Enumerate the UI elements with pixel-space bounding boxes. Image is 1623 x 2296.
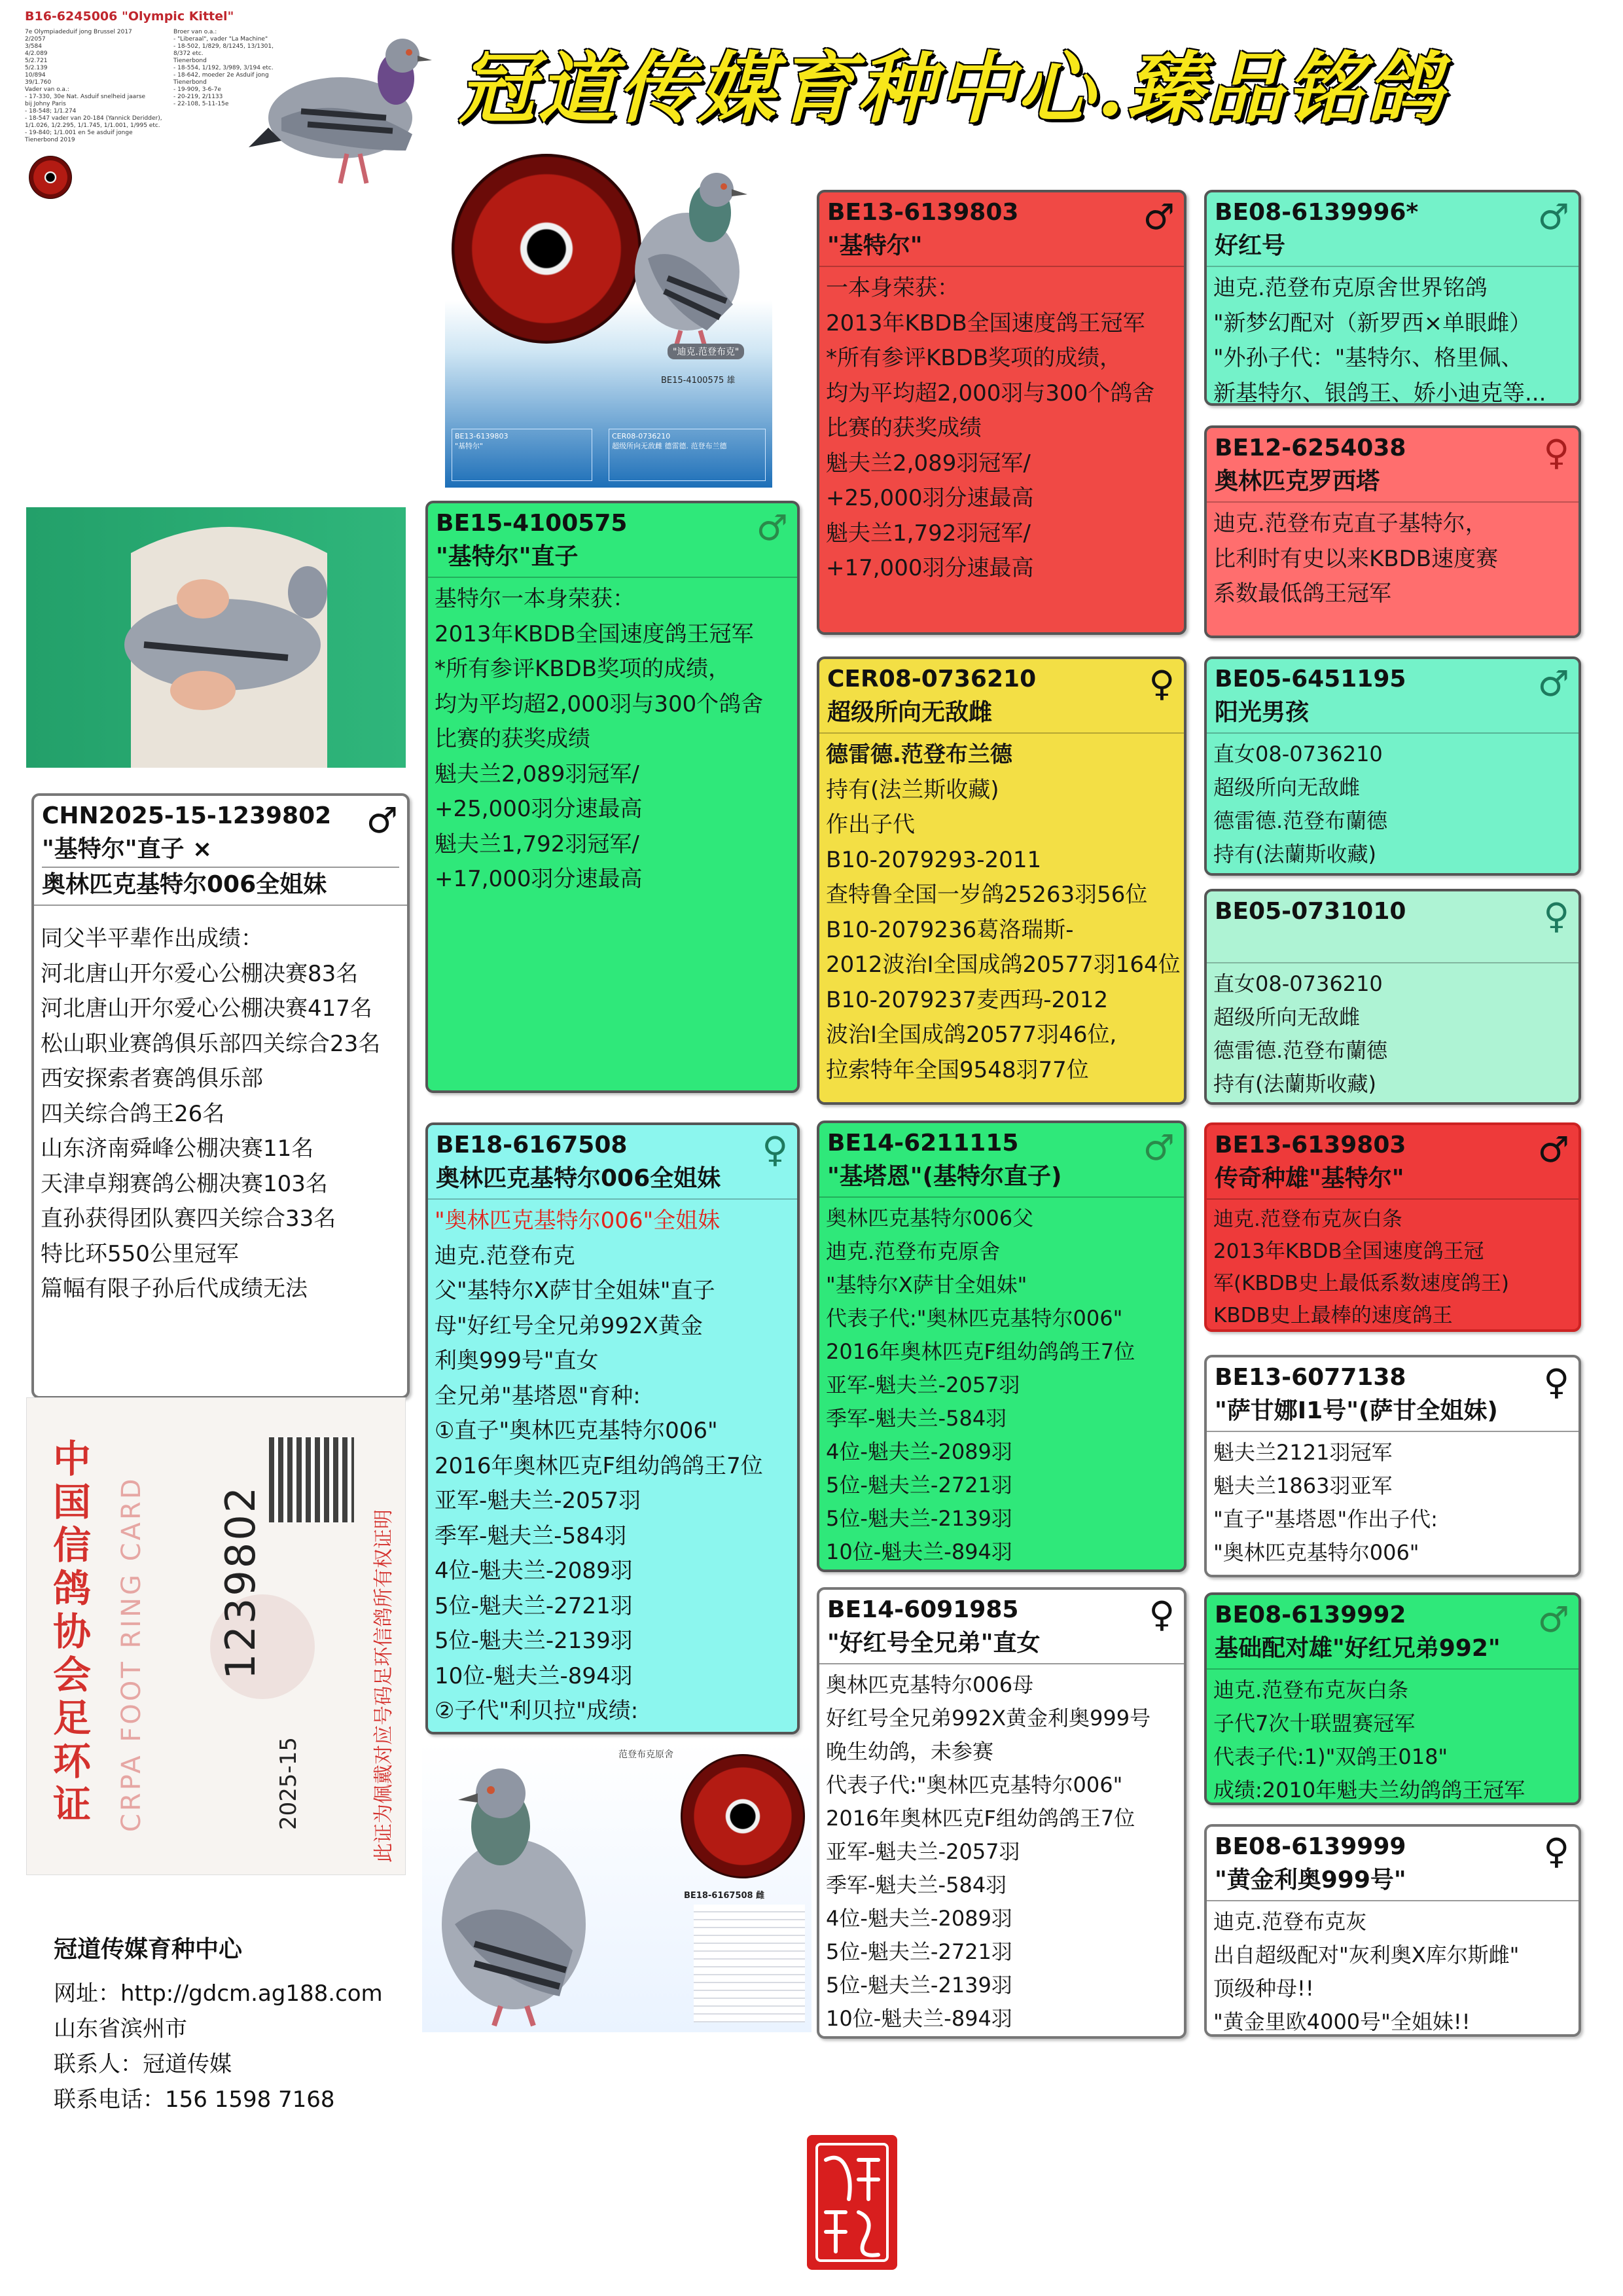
contact-line: 联系人：冠道传媒 [54, 2051, 232, 2077]
ring-card-footer: 此证为佩戴对应号码足环信鸽所有权证明 [372, 1509, 395, 1863]
card-line: 2013年KBDB全国速度鸽王冠军 [826, 310, 1145, 336]
card-line: 5位-魁夫兰-2139羽 [826, 1973, 1012, 1998]
pedigree-brother-line: Tienerbond [173, 79, 207, 86]
pigeon-name: 好红号 [1215, 232, 1286, 259]
card-header [34, 796, 407, 906]
card-line: 军(KBDB史上最低系数速度鸽王) [1213, 1272, 1509, 1295]
ring-code: BE12-6254038 [1215, 435, 1406, 461]
ring-code: BE15-4100575 [436, 510, 628, 537]
card-body [1207, 1901, 1578, 2037]
be18-ad-ring: BE18-6167508 雌 [684, 1891, 765, 1901]
pedigree-brother-line: - 20-219, 2/1133 [173, 94, 223, 100]
card-body [34, 906, 407, 1311]
card-header [428, 1125, 797, 1200]
card-line: 亚军-魁夫兰-2057羽 [435, 1488, 641, 1514]
card-line: 持有(法兰斯收藏) [826, 776, 999, 803]
card-line: +17,000羽分速最高 [826, 555, 1034, 581]
card-header [819, 1123, 1184, 1198]
card-line: 四关综合鸽王26名 [41, 1100, 225, 1127]
card-be08-6139999 [1204, 1824, 1581, 2037]
card-line: 均为平均超2,000羽与300个鸽舍 [826, 380, 1155, 406]
pigeon-name: "黄金利奥999号" [1215, 1867, 1406, 1893]
card-be12-6254038 [1204, 425, 1581, 638]
pigeon-name-line2: 奥林匹克基特尔006全姐妹 [42, 867, 399, 902]
card-line: 波治I全国成鸽20577羽46位, [826, 1022, 1117, 1048]
card-line: 系数最低鸽王冠军 [1213, 581, 1391, 607]
card-line: 父"基特尔X萨甘全姐妹"直子 [435, 1278, 715, 1304]
card-line: 魁夫兰2,089羽冠军/ [826, 450, 1031, 476]
card-line: B10-2079236葛洛瑞斯- [826, 916, 1074, 943]
pigeon-name: "基特尔" [827, 232, 923, 259]
card-line: 篇幅有限子孙后代成绩无法 [41, 1276, 308, 1302]
card-header [428, 503, 797, 578]
card-header [1207, 891, 1578, 963]
card-line: B10-2079293-2011 [826, 846, 1042, 873]
ring-code: BE13-6139803 [827, 199, 1019, 226]
ring-card-title: 中国信鸽协会足环证 [53, 1437, 92, 1827]
card-line: 魁夫兰1863羽亚军 [1213, 1473, 1393, 1498]
female-icon: ♀ [1149, 663, 1175, 704]
kittel-ad-image [445, 147, 772, 488]
card-line: 作出子代 [826, 812, 915, 838]
card-body [819, 267, 1184, 590]
female-icon: ♀ [1543, 1831, 1569, 1872]
card-body [1207, 1432, 1578, 1573]
pigeon-name: 基础配对雄"好红兄弟992" [1215, 1635, 1501, 1662]
card-line: 季军-魁夫兰-584羽 [435, 1522, 627, 1549]
card-header [1207, 1827, 1578, 1901]
pigeon-name: 奥林匹克基特尔006全姐妹 [436, 1165, 721, 1192]
pigeon-name: "好红号全兄弟"直女 [827, 1630, 1041, 1657]
card-line: 晚生幼鸽，未参赛 [826, 1739, 994, 1764]
ring-code: BE05-6451195 [1215, 666, 1406, 692]
card-line: 超级所向无敌雌 [1213, 1005, 1361, 1030]
card-line: 全兄弟"基塔恩"育种: [435, 1382, 641, 1409]
pedigree-brother-line: - "Liberaal", vader "La Machine" [173, 36, 268, 43]
card-line: 2016年奥林匹克F组幼鸽鸽王7位 [826, 1806, 1135, 1831]
female-icon: ♀ [1543, 432, 1569, 473]
card-line: 4位-魁夫兰-2089羽 [435, 1558, 633, 1584]
card-line: "直子"基塔恩"作出子代: [1213, 1507, 1438, 1532]
card-body-lines [435, 1239, 791, 1729]
card-line: 10位-魁夫兰-894羽 [826, 1539, 1012, 1564]
pedigree-brother-line: - 19-909, 3-6-7e [173, 86, 221, 93]
card-line: 亚军-魁夫兰-2057羽 [826, 1839, 1020, 1864]
card-line: 持有(法蘭斯收藏) [1213, 842, 1376, 867]
card-line: B10-2079237麦西玛-2012 [826, 986, 1109, 1013]
card-line: 西安探索者赛鸽俱乐部 [41, 1066, 263, 1092]
card-body [1207, 267, 1578, 406]
kittel-ad-ring: BE15-4100575 雄 [661, 376, 736, 386]
pedigree-line: bij Johny Paris [25, 101, 66, 107]
card-line: 迪克.范登布克灰白条 [1213, 1208, 1402, 1231]
pedigree-brother-line: - 18-642, moeder 2e Asduif jong [173, 72, 269, 79]
card-be14-6091985 [817, 1587, 1186, 2039]
pedigree-line: Tienerbond 2019 [25, 137, 75, 143]
handler-figure [92, 507, 366, 768]
card-line: 比赛的获奖成绩 [826, 415, 982, 441]
card-line: 2016年奥林匹克F组幼鸽鸽王7位 [435, 1452, 763, 1479]
card-line: 一本身荣获： [826, 275, 959, 301]
pedigree-line: - 18-547 vader van 20-184 (Yannick Deridder), [25, 115, 162, 122]
card-line: 魁夫兰1,792羽冠军/ [435, 831, 639, 857]
female-icon: ♀ [1543, 1361, 1569, 1403]
card-line: 亚军-魁夫兰-2057羽 [826, 1372, 1020, 1397]
card-line: 松山职业赛鸽俱乐部四关综合23名 [41, 1030, 381, 1057]
card-be08-6139996 [1204, 190, 1581, 406]
pedigree-brother-line: - 18-554, 1/192, 3/989, 3/194 etc. [173, 65, 274, 71]
card-line: 2013年KBDB全国速度鸽王冠 [1213, 1240, 1484, 1263]
ring-code: BE14-6091985 [827, 1596, 1019, 1623]
card-line: ①直子"奥林匹克基特尔006" [435, 1418, 718, 1444]
card-line: 直女08-0736210 [1213, 742, 1383, 766]
card-body [819, 734, 1184, 1092]
male-icon: ♂ [1143, 1127, 1175, 1168]
card-line: 出自超级配对"灰利奥X库尔斯雌" [1213, 1943, 1520, 1967]
card-header [1207, 428, 1578, 503]
pedigree-eye-photo [29, 156, 72, 199]
ring-code: CER08-0736210 [827, 666, 1037, 692]
card-body [1207, 963, 1578, 1105]
card-header [819, 1590, 1184, 1664]
be18-ad-image [422, 1741, 812, 2032]
card-line: 迪克.范登布克灰 [1213, 1909, 1367, 1934]
seal-glyphs [813, 2140, 891, 2265]
card-line: 比利时有史以来KBDB速度赛 [1213, 545, 1499, 572]
card-body [1207, 1670, 1578, 1805]
ring-code: BE14-6211115 [827, 1130, 1019, 1157]
pedigree-line: - 19-840; 1/1.001 en 5e asduif jonge [25, 130, 133, 136]
ring-code: CHN2025-15-1239802 [42, 802, 332, 829]
card-line: 天津卓翔赛鸽公棚决赛103名 [41, 1170, 328, 1197]
male-icon: ♂ [366, 800, 398, 841]
card-body [428, 578, 797, 901]
ring-code: BE08-6139996* [1215, 199, 1419, 226]
pigeon-name: 奥林匹克罗西塔 [1215, 468, 1380, 495]
card-line: 2013年KBDB全国速度鸽王冠军 [435, 620, 754, 647]
male-icon: ♂ [756, 507, 788, 548]
contact-block [54, 1931, 420, 2117]
card-line: 10位-魁夫兰-894羽 [435, 1662, 633, 1689]
card-line: 均为平均超2,000羽与300个鸽舍 [435, 691, 764, 717]
card-line: 利奥999号"直女 [435, 1348, 599, 1374]
card-line: "外孙子代："基特尔、格里佩、 [1213, 345, 1524, 371]
card-body-lines [826, 773, 1181, 1088]
card-line: 2012波治I全国成鸽20577羽164位 [826, 952, 1181, 978]
card-header [1207, 1595, 1578, 1670]
card-line: KBDB史上最棒的速度鸽王 [1213, 1304, 1453, 1327]
kittel-ad-left-code: BE13-6139803 [455, 432, 508, 440]
card-line: 迪克.范登布克原舍 [826, 1239, 1001, 1264]
contact-line: 山东省滨州市 [54, 2016, 187, 2042]
contact-title: 冠道传媒育种中心 [54, 1936, 243, 1963]
card-line: 4位-魁夫兰-2089羽 [826, 1439, 1012, 1464]
contact-line: 联系电话：156 1598 7168 [54, 2087, 335, 2113]
qr-code [269, 1437, 354, 1522]
ring-card-subtitle: CRPA FOOT RING CARD [116, 1476, 147, 1832]
card-line: 超级所向无敌雌 [1213, 775, 1361, 800]
pedigree-line: 39/1.760 [25, 79, 52, 86]
pigeon-name: 超级所向无敌雌 [827, 699, 993, 726]
card-line: 山东济南舜峰公棚决赛11名 [41, 1136, 314, 1162]
card-line: 迪克.范登布克原舍世界铭鸽 [1213, 275, 1488, 301]
contact-lines [54, 1976, 420, 2117]
card-line: 直女08-0736210 [1213, 971, 1383, 996]
card-line: "基特尔X萨甘全姐妹" [826, 1272, 1027, 1297]
ring-code: BE08-6139992 [1215, 1602, 1406, 1628]
card-be13-6139803-legend [1204, 1122, 1581, 1332]
card-header [819, 659, 1184, 734]
contact-line: 网址：http://gdcm.ag188.com [54, 1981, 383, 2007]
ring-number: 1239802 [217, 1484, 264, 1679]
card-line: 德雷德.范登布蘭德 [1213, 808, 1388, 833]
card-be18-6167508 [425, 1122, 800, 1734]
pigeon-name: "基特尔"直子 × [42, 836, 213, 863]
card-line: 顶级种母!! [1213, 1976, 1314, 2001]
pedigree-brother-line: Tienerbond [173, 58, 207, 64]
card-line: 新基特尔、银鸽王、娇小迪克等... [1213, 380, 1546, 406]
card-header [1207, 659, 1578, 734]
card-line: 直孙获得团队赛四关综合33名 [41, 1206, 336, 1232]
male-icon: ♂ [1537, 663, 1569, 704]
card-be13-6077138 [1204, 1355, 1581, 1577]
card-line: "黄金里欧4000号"全姐妹!! [1213, 2009, 1471, 2034]
card-line: 查特鲁全国一岁鸽25263羽56位 [826, 882, 1148, 908]
pigeon-name: "基塔恩"(基特尔直子) [827, 1163, 1062, 1190]
card-line: 迪克.范登布克直子基特尔， [1213, 511, 1488, 537]
male-icon: ♂ [1537, 1129, 1569, 1170]
ring-code: BE13-6077138 [1215, 1364, 1406, 1391]
card-line: 德雷德.范登布蘭德 [1213, 1038, 1388, 1063]
ring-prefix: 2025-15 [276, 1736, 302, 1830]
card-line: 好红号全兄弟992X黄金利奥999号 [826, 1706, 1151, 1731]
card-line: 同父半平辈作出成绩： [41, 925, 263, 952]
female-icon: ♀ [1149, 1594, 1175, 1635]
card-line: 特比环550公里冠军 [41, 1240, 239, 1267]
pedigree-line: 7e Olympiadeduif jong Brussel 2017 [25, 29, 132, 35]
card-line: 河北唐山开尔爱心公棚决赛417名 [41, 996, 372, 1022]
be18-pigeon-photo [429, 1754, 599, 2029]
card-body [1207, 1200, 1578, 1332]
breeder-name: 德雷德.范登布兰德 [826, 742, 1012, 768]
card-line: +17,000羽分速最高 [435, 866, 643, 892]
pigeon-name: 阳光男孩 [1215, 699, 1310, 726]
be18-ad-header: 范登布克原舍 [618, 1749, 673, 1760]
card-chn2025-15-1239802 [31, 793, 410, 1399]
highlight-line: "奥林匹克基特尔006"全姐妹 [435, 1208, 721, 1234]
pedigree-line: Vader van o.a.: [25, 86, 69, 93]
kittel-ad-tag: "迪克.范登布克" [668, 344, 744, 359]
pigeon-name: 传奇种雄"基特尔" [1215, 1165, 1404, 1192]
card-line: 奥林匹克基特尔006父 [826, 1206, 1034, 1230]
female-icon: ♀ [1543, 895, 1569, 937]
card-line: 拉索特年全国9548羽77位 [826, 1056, 1089, 1083]
card-be13-6139803 [817, 190, 1186, 635]
card-line: 迪克.范登布克 [435, 1242, 575, 1269]
pedigree-line: - 17-330, 30e Nat. Asduif snelheid jaarse [25, 94, 146, 100]
pedigree-brother-line: 8/372 etc. [173, 50, 204, 57]
card-line: 魁夫兰2,089羽冠军/ [435, 761, 639, 787]
pedigree-line: 3/584 [25, 43, 42, 50]
kittel-ad-right-box [609, 429, 766, 481]
card-body [819, 1664, 1184, 2039]
be18-ad-text-block [694, 1905, 805, 2022]
handler-photo [26, 507, 406, 768]
pigeon-name: "基特尔"直子 [436, 543, 579, 570]
card-header [819, 192, 1184, 267]
pigeon-name: "萨甘娜I1号"(萨甘全姐妹) [1215, 1397, 1498, 1424]
card-line: +25,000羽分速最高 [435, 796, 643, 822]
female-icon: ♀ [762, 1129, 788, 1170]
card-line: *所有参评KBDB奖项的成绩， [826, 345, 1122, 371]
ring-code: BE05-0731010 [1215, 898, 1406, 925]
card-line: 季军-魁夫兰-584羽 [826, 1406, 1007, 1431]
pedigree-line: 1/1.026, 1/2.295, 1/1.745, 1/1.001, 1/995 etc. [25, 122, 160, 129]
card-line: ②子代"利贝拉"成绩: [435, 1698, 639, 1724]
male-icon: ♂ [1537, 1599, 1569, 1640]
male-icon: ♂ [1537, 196, 1569, 238]
be18-eye-photo [681, 1754, 805, 1878]
card-be08-6139992 [1204, 1592, 1581, 1805]
pedigree-line: 10/894 [25, 72, 46, 79]
card-cer08-0736210 [817, 656, 1186, 1105]
pedigree-line: 4/2.089 [25, 50, 48, 57]
card-line: 子代7次十联盟赛冠军 [1213, 1711, 1416, 1736]
card-line: 魁夫兰2121羽冠军 [1213, 1440, 1393, 1465]
card-be14-6211115 [817, 1121, 1186, 1572]
card-line: 10位-魁夫兰-894羽 [826, 2006, 1012, 2031]
pedigree-line: - 18-548; 1/1.274 [25, 108, 77, 115]
card-line: 奥林匹克基特尔006母 [826, 1672, 1034, 1697]
card-line: 5位-魁夫兰-2721羽 [435, 1592, 633, 1619]
card-be05-6451195 [1204, 656, 1581, 876]
pedigree-line: 5/2.139 [25, 65, 48, 71]
card-header [1207, 1357, 1578, 1432]
card-line: 比赛的获奖成绩 [435, 726, 590, 752]
kittel-pigeon-photo [602, 160, 772, 357]
card-line: "新梦幻配对（新罗西×单眼雌） [1213, 310, 1532, 336]
pedigree-code: B16-6245006 "Olympic Kittel" [25, 9, 234, 24]
card-line: 4位-魁夫兰-2089羽 [826, 1906, 1012, 1931]
card-line: +25,000羽分速最高 [826, 485, 1034, 511]
card-line: 母"好红号全兄弟992X黄金 [435, 1312, 703, 1339]
card-line: 5位-魁夫兰-2721羽 [826, 1939, 1012, 1964]
kittel-ad-right-name: 超级所向无敌雌 德雷德. 范登布兰德 [612, 442, 727, 450]
card-line: "奥林匹克基特尔006" [1213, 1540, 1419, 1565]
card-be15-4100575 [425, 501, 800, 1093]
card-line: 持有(法蘭斯收藏) [1213, 1071, 1376, 1096]
card-header [1207, 1125, 1578, 1200]
card-line: 成绩:2010年魁夫兰幼鸽鸽王冠军 [1213, 1778, 1525, 1803]
kittel-ad-left-name: "基特尔" [455, 442, 484, 450]
card-body [1207, 734, 1578, 875]
card-line: 河北唐山开尔爱心公棚决赛83名 [41, 960, 359, 987]
card-line: *所有参评KBDB奖项的成绩， [435, 656, 731, 682]
card-body [819, 1198, 1184, 1572]
card-line: 2016年奥林匹克F组幼鸽鸽王7位 [826, 1339, 1135, 1364]
ring-card [26, 1397, 406, 1875]
kittel-ad-left-box [452, 429, 592, 481]
card-line: 魁夫兰1,792羽冠军/ [826, 520, 1031, 547]
card-line: 代表子代:1)"双鸽王018" [1213, 1744, 1448, 1769]
pedigree-line: 5/2.721 [25, 58, 48, 64]
pedigree-lines [25, 29, 175, 144]
card-line: 5位-魁夫兰-2139羽 [435, 1628, 633, 1654]
card-body [1207, 503, 1578, 616]
card-body [428, 1200, 797, 1733]
card-line: 季军-魁夫兰-584羽 [826, 1873, 1007, 1897]
kittel-ad-right-code: CER08-0736210 [612, 432, 671, 440]
page-title: 冠道传媒育种中心.臻品铭鸽 [458, 43, 1446, 134]
pedigree-brother-line: - 22-108, 5-11-15e [173, 101, 229, 107]
male-icon: ♂ [1143, 196, 1175, 238]
ring-code: BE18-6167508 [436, 1132, 628, 1158]
pedigree-line: 2/2057 [25, 36, 46, 43]
card-be05-0731010 [1204, 889, 1581, 1105]
card-line: 基特尔一本身荣获： [435, 586, 635, 612]
pedigree-card [20, 7, 445, 196]
card-line: 代表子代:"奥林匹克基特尔006" [826, 1306, 1123, 1331]
card-line: 代表子代:"奥林匹克基特尔006" [826, 1772, 1123, 1797]
ring-code: BE08-6139999 [1215, 1833, 1406, 1860]
ring-code: BE13-6139803 [1215, 1132, 1406, 1158]
pedigree-pigeon-photo [242, 20, 438, 190]
pedigree-brother-line: - 18-502, 1/829, 8/1245, 13/1301, [173, 43, 274, 50]
card-header [1207, 192, 1578, 267]
seal-stamp [807, 2135, 897, 2270]
pedigree-brother-line: Broer van o.a.: [173, 29, 217, 35]
card-line: 5位-魁夫兰-2721羽 [826, 1473, 1012, 1498]
card-line: 迪克.范登布克灰白条 [1213, 1677, 1409, 1702]
card-line: 5位-魁夫兰-2139羽 [826, 1506, 1012, 1531]
